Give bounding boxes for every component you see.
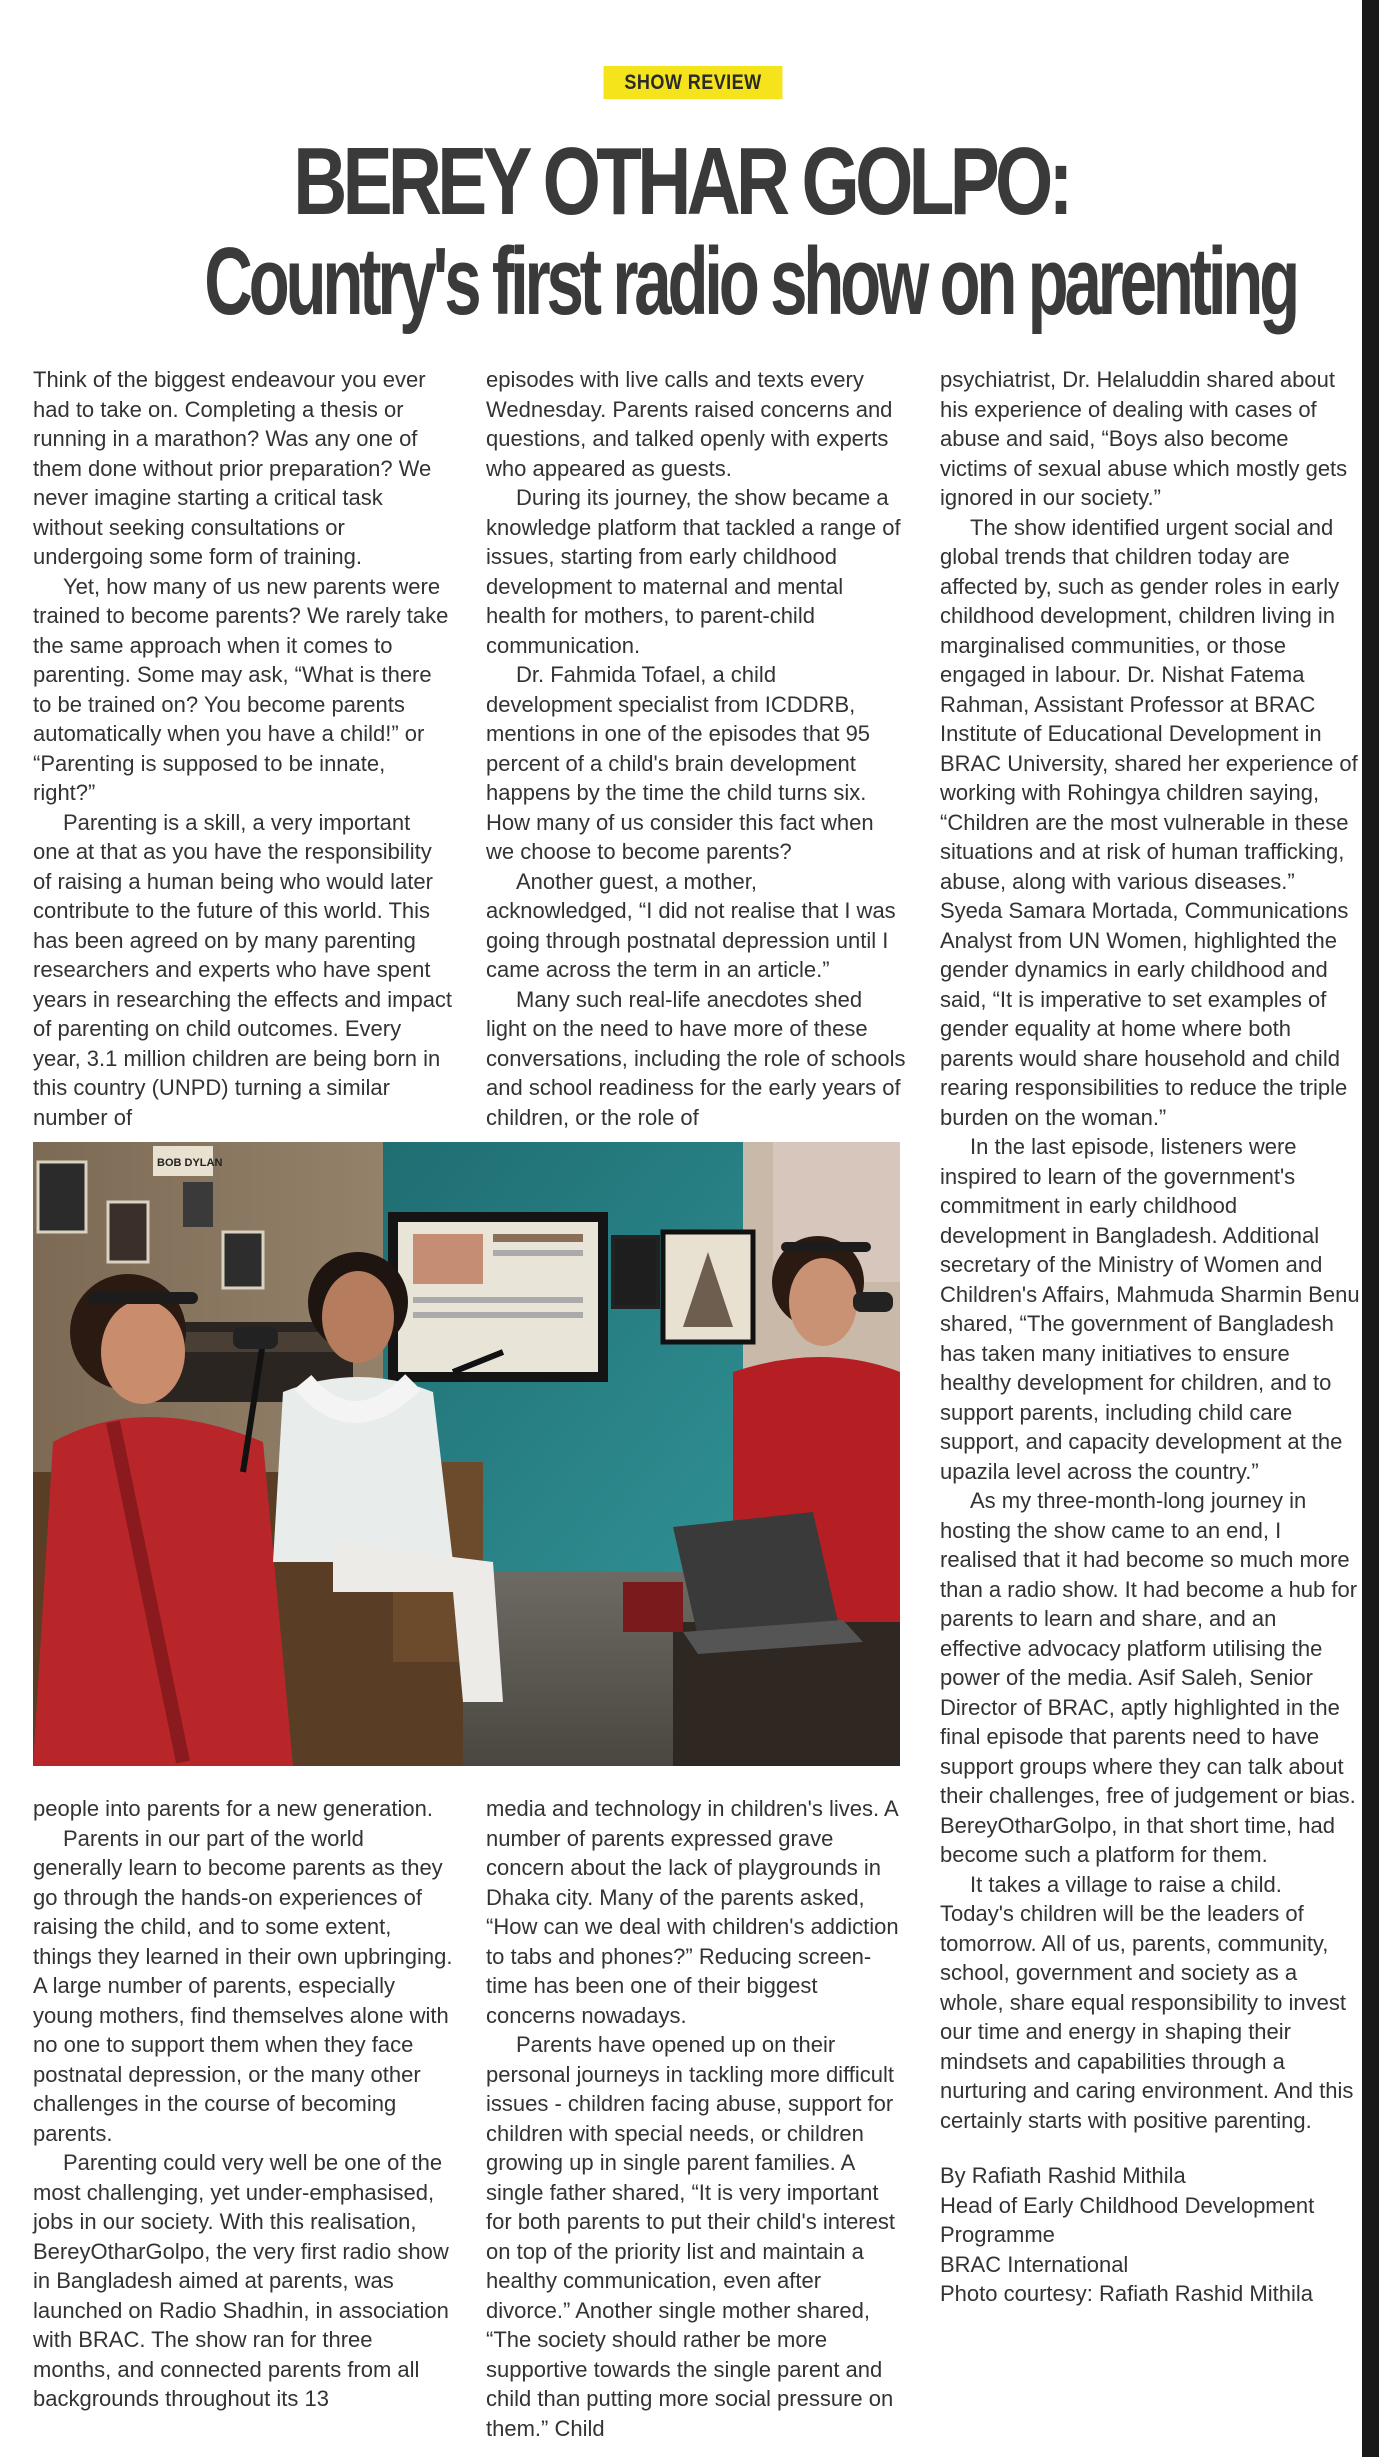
- section-kicker: SHOW REVIEW: [604, 66, 783, 99]
- paragraph: media and technology in children's lives. A number of parents expressed grave concern about the lack of playgrounds in Dhaka city. Many of the parents asked, “How can we deal with children's addiction to tabs and phones?” Reducing screen-time has been one of their biggest concerns nowadays.: [486, 1796, 899, 2028]
- paragraph: As my three-month-long journey in hosting the show came to an end, I realised that it had become so much more than a radio show. It had become a hub for parents to learn and share, and an effective advocacy platform utilising the power of the media. Asif Saleh, Senior Director of BRAC, aptly highlighted in the final episode that parents need to have support groups where they can talk about their challenges, free of judgement or bias. BereyOtharGolpo, in that short time, had become such a platform for them.: [940, 1488, 1358, 1867]
- paragraph: psychiatrist, Dr. Helaluddin shared about his experience of dealing with cases of abuse and said, “Boys also become victims of sexual abuse which mostly gets ignored in our society.”: [940, 367, 1348, 510]
- wall-frame: [38, 1162, 86, 1232]
- byline-author: By Rafiath Rashid Mithila: [940, 2163, 1186, 2188]
- screen-photo: [413, 1234, 483, 1284]
- column-1-bottom: [33, 1794, 453, 2414]
- paragraph: Another guest, a mother, acknowledged, “I did not realise that I was going through postnatal depression until I came across the term in an article.”: [486, 868, 896, 982]
- microphone: [233, 1327, 278, 1349]
- laptop-screen: [673, 1512, 838, 1637]
- person-3-face: [789, 1258, 857, 1346]
- screen-text-line: [493, 1250, 583, 1256]
- red-bag: [623, 1582, 683, 1632]
- paragraph: Think of the biggest endeavour you ever had to take on. Completing a thesis or running in a marathon? Was any one of them done without prior preparation? We never imagine starting a critical task without seeking consultations or undergoing some form of training.: [33, 367, 432, 569]
- framed-picture: [613, 1237, 658, 1307]
- wall-frame: [108, 1202, 148, 1262]
- headphones: [88, 1292, 198, 1304]
- photo-credit: Photo courtesy: Rafiath Rashid Mithila: [940, 2281, 1313, 2306]
- paragraph: people into parents for a new generation.: [33, 1796, 433, 1821]
- paragraph: Parenting is a skill, a very important one at that as you have the responsibility of raising a human being who would later contribute to the future of this world. This has been agreed on by many parenting researchers and experts who have spent years in researching the effects and impact of parenting on child outcomes. Every year, 3.1 million children are being born in this country (UNPD) turning a similar number of: [33, 809, 453, 1130]
- paragraph: Dr. Fahmida Tofael, a child development specialist from ICDDRB, mentions in one of the episodes that 95 percent of a child's brain development happens by the time the child turns six. How many of us consider this fact when we choose to become parents?: [486, 662, 874, 864]
- page-edge-rule: [1362, 0, 1379, 2457]
- studio-photo-illustration: [33, 1142, 900, 1766]
- byline-role: Programme: [940, 2222, 1055, 2247]
- column-3: [940, 365, 1360, 2309]
- screen-text-line: [413, 1312, 583, 1318]
- paragraph: Parenting could very well be one of the most challenging, yet under-emphasised, jobs in our society. With this realisation, BereyOtharGolpo, the very first radio show in Bangladesh aimed at parents, was launched on Radio Shadhin, in association with BRAC. The show ran for three months, and connected parents from all backgrounds throughout its 13: [33, 2150, 449, 2411]
- screen-text-line: [493, 1234, 583, 1242]
- paragraph: During its journey, the show became a knowledge platform that tackled a range of issues, starting from early childhood development to maternal and mental health for mothers, to parent-child communication.: [486, 485, 901, 658]
- paragraph: Yet, how many of us new parents were trained to become parents? We rarely take the same approach when it comes to parenting. Some may ask, “What is there to be trained on? You become parents automatically when you have a child!” or “Parenting is supposed to be innate, right?”: [33, 573, 449, 805]
- person-1-saree: [33, 1417, 293, 1766]
- wall-frame: [223, 1232, 263, 1288]
- screen-text-line: [413, 1297, 583, 1303]
- paragraph: The show identified urgent social and global trends that children today are affected by, such as gender roles in early childhood development, children living in marginalised communities, or those engaged in labour. Dr. Nishat Fatema Rahman, Assistant Professor at BRAC Institute of Educational Development in BRAC University, shared her experience of working with Rohingya children saying, “Children are the most vulnerable in these situations and at risk of human trafficking, abuse, along with various diseases.” Syeda Samara Mortada, Communications Analyst from UN Women, highlighted the gender dynamics in early childhood and said, “It is imperative to set examples of gender equality at home where both parents would share household and child rearing responsibilities to reduce the triple burden on the woman.”: [940, 514, 1358, 1130]
- person-2-face: [322, 1271, 394, 1363]
- byline-org: BRAC International: [940, 2251, 1129, 2277]
- poster-text: BOB DYLAN: [157, 1157, 223, 1169]
- column-2-top: [486, 365, 906, 1132]
- paragraph: In the last episode, listeners were inspired to learn of the government's commitment in early childhood development in Bangladesh. Additional secretary of the Ministry of Women and Children's Affairs, Mahmuda Sharmin Benu shared, “The government of Bangladesh has taken many initiatives to ensure healthy development for children, and to support parents, including child care support, and capacity development at the upazila level across the country.”: [940, 1134, 1360, 1484]
- column-1-top: [33, 365, 453, 1132]
- microphone: [853, 1292, 893, 1312]
- byline-role: Head of Early Childhood Development: [940, 2192, 1315, 2218]
- headphones: [781, 1242, 871, 1252]
- headline-line-2: Country's first radio show on parenting: [204, 228, 1297, 335]
- person-1-face: [101, 1300, 185, 1404]
- paragraph: Many such real-life anecdotes shed light on the need to have more of these conversations, including the role of schools and school readiness for the early years of children, or the role of: [486, 986, 906, 1130]
- paragraph: Parents have opened up on their personal journeys in tackling more difficult issues - children facing abuse, support for children with special needs, or children growing up in single parent families. A single father shared, “It is very important for both parents to put their child's interest on top of the priority list and maintain a healthy communication, even after divorce.” Another single mother shared, “The society should rather be more supportive towards the single parent and child than putting more social pressure on them.” Child: [486, 2032, 895, 2441]
- wall-frame: [183, 1182, 213, 1227]
- headline-line-1: BEREY OTHAR GOLPO:: [293, 128, 1069, 235]
- column-2-bottom: [486, 1794, 906, 2443]
- radio-studio-photo: [33, 1142, 900, 1766]
- paragraph: Parents in our part of the world generally learn to become parents as they go through the hands-on experiences of raising the child, and to some extent, things they learned in their own upbringing. A large number of parents, especially young mothers, find themselves alone with no one to support them when they face postnatal depression, or the many other challenges in the course of becoming parents.: [33, 1825, 453, 2146]
- paragraph: It takes a village to raise a child. Today's children will be the leaders of tomorrow. All of us, parents, community, school, government and society as a whole, share equal responsibility to invest our time and energy in shaping their mindsets and capabilities through a nurturing and caring environment. And this certainly starts with positive parenting.: [940, 1871, 1354, 2133]
- paragraph: episodes with live calls and texts every Wednesday. Parents raised concerns and questions, and talked openly with experts who appeared as guests.: [486, 367, 893, 481]
